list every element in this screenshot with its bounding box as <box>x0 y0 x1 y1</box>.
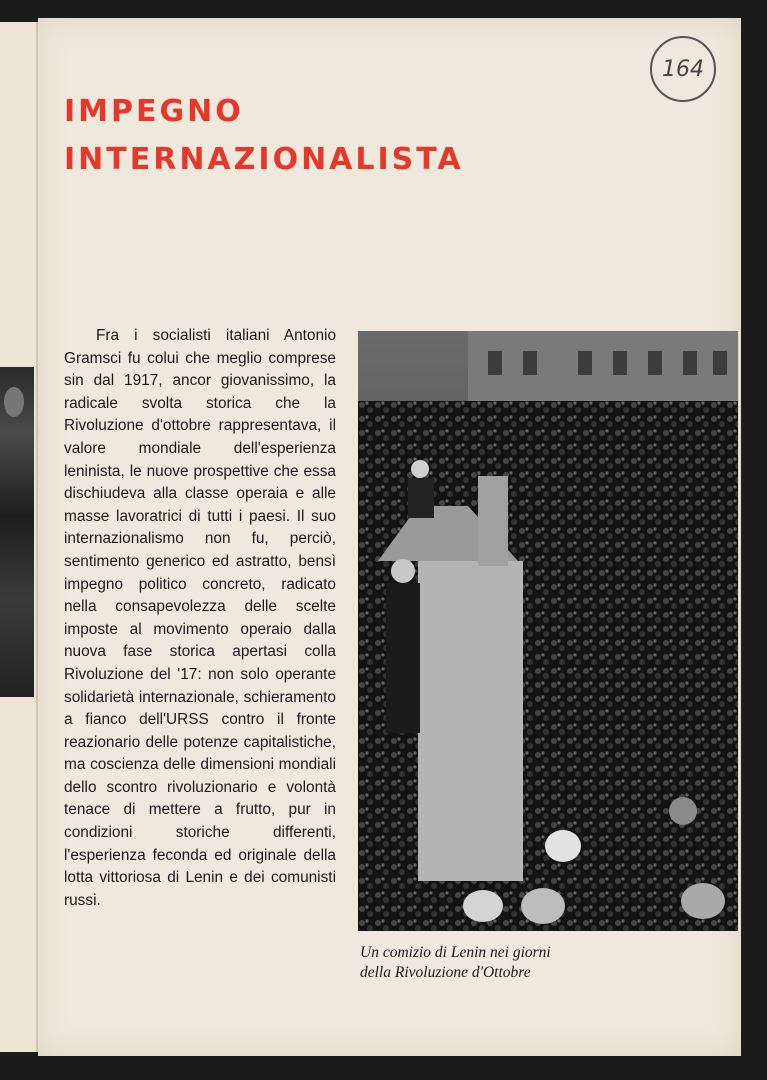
caption-line-1: Un comizio di Lenin nei giorni <box>360 944 551 961</box>
historical-photo <box>358 331 738 931</box>
title-line-1: IMPEGNO <box>64 94 244 129</box>
adjacent-page-photo <box>0 367 34 697</box>
article-body: Fra i socialisti italiani Antonio Gramsci fu colui che meglio comprese sin dal 1917, ancor giovanissimo, la radicale svolta storica che la Rivoluzione d'ottobre rappresentava, il valore mondiale dell'esperienza leninista, le nuove prospettive che essa dischiudeva alla classe operaia e alle masse lavoratrici di tutti i paesi. Il suo internazionalismo non fu, perciò, sentimento generico ed astratto, bensì impegno politico concreto, radicato nella consapevolezza delle scelte imposte al movimento operaio dalla nuova fase storica apertasi colla Rivoluzione del '17: non solo operante solidarietà internazionale, schieramento a fianco dell'URSS contro il fronte reazionario delle potenze capitalistiche, ma coscienza delle dimensioni mondiali dello scontro rivoluzionario e volontà tenace di mettere a frutto, pur in condizioni storiche differenti, l'esperienza feconda ed originale della lotta vittoriosa di Lenin e dei comunisti russi. <box>64 327 336 909</box>
page-title <box>64 88 704 184</box>
title-line-2: INTERNAZIONALISTA <box>64 142 464 177</box>
page-number: 164 <box>662 56 704 82</box>
document-page <box>38 18 741 1056</box>
crowd-photo-illustration <box>358 331 738 931</box>
photo-caption <box>360 943 660 983</box>
caption-line-2: della Rivoluzione d'Ottobre <box>360 964 531 981</box>
adjacent-page-edge <box>0 22 38 1052</box>
